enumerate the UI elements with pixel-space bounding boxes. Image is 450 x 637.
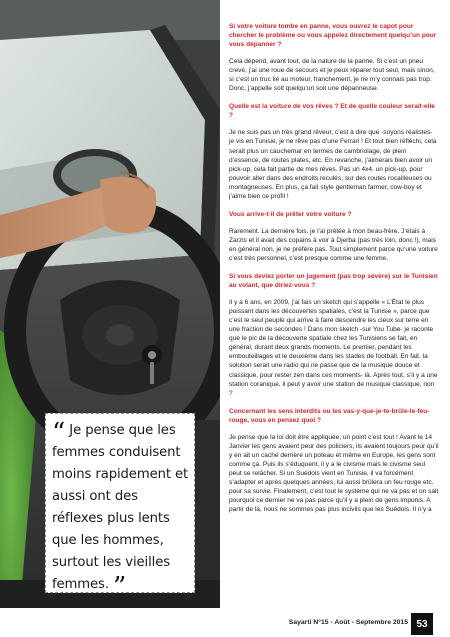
answer-4: Il y a 6 ans, en 2009, j’ai fais un sketch qui s’appelle « L’État le plus puissant dans les découvertes spatiales, c’est la Tunisie », parce que c’est le seul peuple qui arrive à faire descendre les cieux sur terre en une fraction de secondes ! Dans mon sketch -sur You Tube- je raconte que le pic de la découverte spatiale chez les Tunisiens se fait, en général, durant deux grands moments. Le premier, pendant les embouteillages et le deuxième dans les stades de football. En fait, la solution serait une radio qui ne passe que de la musique douce et classique, pour rester zen dans ces moments- là. Après tout, s’il y a une station coranique, il peut y avoir une station de musique classique, non ? — [229, 299, 438, 397]
question-5: Concernant les sens interdits ou les vas-y-que-je-te-brûle-le-feu-rouge, vous en pensez quoi ? — [229, 407, 430, 424]
question-4: Si vous deviez porter un jugement (pas trop sévère) sur le Tunisien au volant, que diriez-vous ? — [229, 273, 438, 290]
answer-2: Je ne suis pas un très grand rêveur, c’est à dire que -soyons réalistes- je vis en Tunisie, je ne rêve pas d’une Ferrari ! Et tout bien réfléchi, cela serait plus un cauchemar en termes de cambriolage, de plein d’essence, de routes plates, etc. En revanche, j’aimerais bien avoir un pick-up, cela fait partie de mes rêves. Pas un 4x4, un pick-up, pour pouvoir aller dans des endroits reculés, sur des routes rocailleuses ou montagneuses. En plus, ça fait style gentleman farmer, cow-boy et j’aime bien ce profil ! — [229, 129, 437, 200]
question-3: Vous arrive-t-il de prêter votre voiture ? — [229, 210, 352, 218]
close-quote-mark: ” — [113, 572, 127, 602]
answer-3: Rarement. La dernière fois, je l’ai prêtée à mon beau-frère. J’étais à Zarzis et il avait des copains à voir à Djerba (pas très loin, donc !), mais en général non, je ne préfère pas. Tout simplement parce qu’une voiture c’est très personnel, c’est presque comme une femme. — [229, 227, 438, 262]
page-number: 53 — [411, 613, 433, 635]
publication-info: Sayarti N°15 - Août - Septembre 2015 — [288, 619, 408, 626]
question-1: Si votre voiture tombe en panne, vous ouvrez le capot pour chercher le problème ou vous appelez directement quelqu’un pour vous dépanner ? — [229, 23, 437, 49]
pull-quote-text: Je pense que les femmes conduisent moins rapidement et aussi ont des réflexes plus lents que les hommes, surtout les vieilles femmes. — [52, 423, 189, 592]
answer-1: Cela dépend, avant tout, de la nature de la panne. Si c’est un pneu crevé, j’ai une roue de secours et je peux réparer tout seul, mais sinon, si c’est un truc lié au moteur, franchement, je ne m’y connais pas trop. Donc, j’appelle soit quelqu’un soit une dépanneuse. — [229, 58, 435, 93]
page-footer — [0, 609, 450, 637]
pull-quote — [52, 418, 190, 602]
question-2: Quelle est la voiture de vos rêves ? Et de quelle couleur serait-elle ? — [229, 103, 435, 120]
interview-article — [229, 22, 439, 523]
answer-5: Je pense que la loi doit être appliquée, un point c’est tout ! Avant le 14 Janvier les gens avaient peur des policiers, ils avaient toujours peur qu’il y en ait un caché derrière un poteau et même en Europe, les gens sont comme ça. Puis ils s’éduquent, il y a le civisme mais le civisme seul peut se relâcher. Si un Suédois vient en Tunisie, il va forcément s’adapter et après quelques années, lui aussi brûlera un feu rouge etc. pour sa survie. Finalement, c’est tout le système qui ne va pas et on sait pourquoi ce dernier ne va pas parce qu’il y a plein de gens impunis. A partir de là, nous ne sommes pas plus incivils que les Suédois. Il n’y a — [229, 433, 439, 514]
pull-quote-box — [45, 413, 195, 602]
open-quote-mark: “ — [52, 418, 66, 448]
